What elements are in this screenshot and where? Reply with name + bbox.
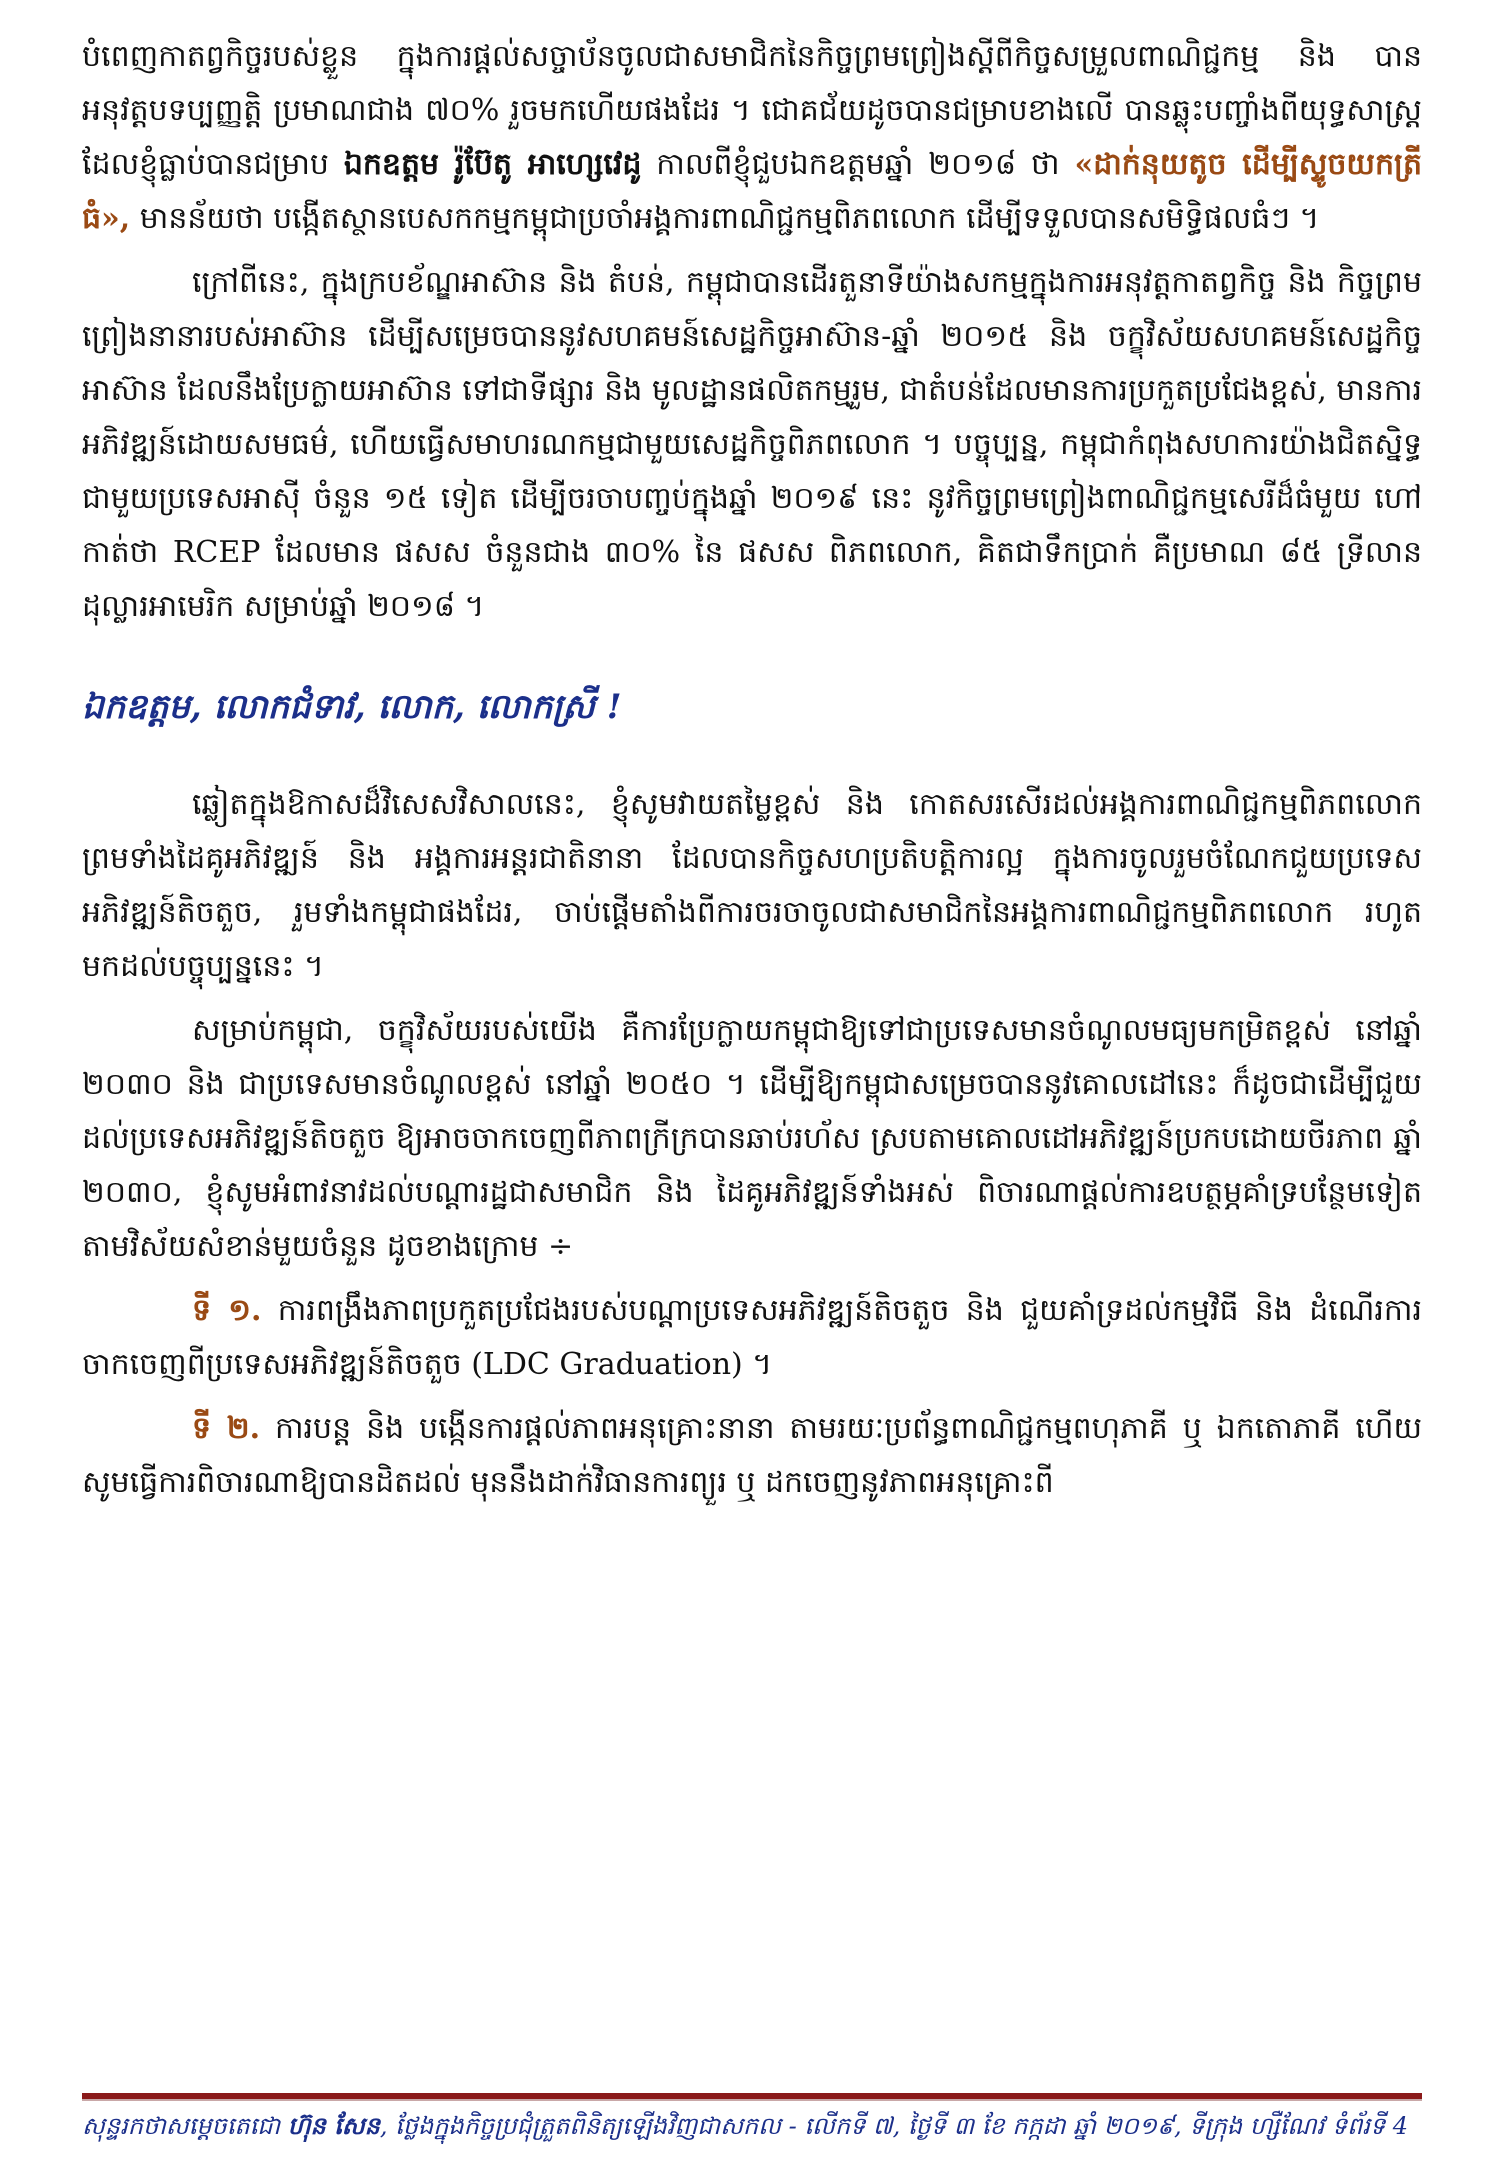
list-item-2-text: ការបន្ត និង បង្កើនការផ្តល់ភាពអនុគ្រោះនានា តាមរយៈប្រព័ន្ធពាណិជ្ជកម្មពហុភាគី ឬ ឯកតោភាគី ហើយសូមធ្វើការពិចារណាឱ្យបានដិតដល់ មុននឹងដាក់វិធានការព្យួរ ឬ ដកចេញនូវភាពអនុគ្រោះពី bbox=[82, 1411, 1423, 1500]
list-item-1 bbox=[82, 1284, 1422, 1392]
paragraph-1-text-a: បំពេញកាតព្វកិច្ចរបស់ខ្លួន ក្នុងការផ្តល់សច្ចាប័នចូលជាសមាជិកនៃកិច្ចព្រមព្រៀងស្តីពីកិច្ចសម្រួលពាណិជ្ជកម្ម និង បានអនុវត្តបទប្បញ្ញត្តិ ប្រមាណជាង ៧០% រួចមកហើយផងដែរ ។ ជោគជ័យដូចបានជម្រាបខាងលើ បានឆ្លុះបញ្ចាំងពីយុទ្ធសាស្ត្រដែលខ្ញុំធ្លាប់បានជម្រាប bbox=[82, 39, 1422, 182]
paragraph-1-text-c: មានន័យថា បង្កើតស្ថានបេសកកម្មកម្ពុជាប្រចាំអង្គការពាណិជ្ជកម្មពិភពលោក ដើម្បីទទួលបានសមិទ្ធិផលធំៗ ។ bbox=[130, 201, 1320, 236]
list-item-2-label: ទី ២. bbox=[192, 1411, 261, 1446]
paragraph-2: ក្រៅពីនេះ, ក្នុងក្របខ័ណ្ឌអាស៊ាន និង តំបន់, កម្ពុជាបានដើរតួនាទីយ៉ាងសកម្មក្នុងការអនុវត្តកាតព្វកិច្ច និង កិច្ចព្រមព្រៀងនានារបស់អាស៊ាន ដើម្បីសម្រេចបាននូវសហគមន៍សេដ្ឋកិច្ចអាស៊ាន-ឆ្នាំ ២០១៥ និង ចក្ខុវិស័យសហគមន៍សេដ្ឋកិច្ចអាស៊ាន ដែលនឹងប្រែក្លាយអាស៊ាន ទៅជាទីផ្សារ និង មូលដ្ឋានផលិតកម្មរួម, ជាតំបន់ដែលមានការប្រកួតប្រជែងខ្ពស់, មានការអភិវឌ្ឍន៍ដោយសមធម៌, ហើយធ្វើសមាហរណកម្មជាមួយសេដ្ឋកិច្ចពិភពលោក ។ បច្ចុប្បន្ន, កម្ពុជាកំពុងសហការយ៉ាងជិតស្និទ្ធជាមួយប្រទេសអាស៊ី ចំនួន ១៥ ទៀត ដើម្បីចរចាបញ្ចប់ក្នុងឆ្នាំ ២០១៩ នេះ នូវកិច្ចព្រមព្រៀងពាណិជ្ជកម្មសេរីដ៏ធំមួយ ហៅកាត់ថា RCEP ដែលមាន ផសស ចំនួនជាង ៣០% នៃ ផសស ពិភពលោក, គិតជាទឹកប្រាក់ គឺប្រមាណ ៨៥ ទ្រីលានដុល្លារអាមេរិក សម្រាប់ឆ្នាំ ២០១៨ ។ bbox=[82, 265, 1422, 624]
page-footer bbox=[82, 2108, 1422, 2144]
document-body bbox=[82, 30, 1422, 1520]
footer-text-pre: សុន្ទរកថាសម្តេចតេជោ bbox=[82, 2112, 288, 2140]
paragraph-3: ឆ្លៀតក្នុងឱកាសដ៏វិសេសវិសាលនេះ, ខ្ញុំសូមវាយតម្លៃខ្ពស់ និង កោតសរសើរដល់អង្គការពាណិជ្ជកម្មពិភពលោក ព្រមទាំងដៃគូអភិវឌ្ឍន៍ និង អង្គការអន្តរជាតិនានា ដែលបានកិច្ចសហប្រតិបត្តិការល្អ ក្នុងការចូលរួមចំណែកជួយប្រទេសអភិវឌ្ឍន៍តិចតួច, រួមទាំងកម្ពុជាផងដែរ, ចាប់ផ្តើមតាំងពីការចរចាចូលជាសមាជិកនៃអង្គការពាណិជ្ជកម្មពិភពលោក រហូតមកដល់បច្ចុប្បន្ននេះ ។ bbox=[82, 787, 1422, 984]
wto-director-name: ឯកឧត្តម រ៉ូប៊ែតូ អាហ្សេវេដូ bbox=[343, 147, 642, 182]
salutation-heading: ឯកឧត្តម, លោកជំទាវ, លោក, លោកស្រី ! bbox=[82, 687, 622, 727]
paragraph-1-text-b: កាលពីខ្ញុំជួបឯកឧត្តមឆ្នាំ ២០១៨ ថា bbox=[641, 147, 1075, 182]
proverb-quote: «ដាក់នុយតូច ដើម្បីស្ទូចយកត្រីធំ», bbox=[82, 147, 1423, 236]
list-item-2 bbox=[82, 1402, 1422, 1510]
list-item-1-text: ការពង្រឹងភាពប្រកួតប្រជែងរបស់បណ្តាប្រទេសអភិវឌ្ឍន៍តិចតួច និង ជួយគាំទ្រដល់កម្មវិធី និង ដំណើរការចាកចេញពីប្រទេសអភិវឌ្ឍន៍តិចតួច (LDC Graduation) ។ bbox=[82, 1293, 1422, 1382]
footer-text-post: , ថ្លែងក្នុងកិច្ចប្រជុំត្រួតពិនិត្យឡើងវិញជាសកល - លើកទី ៧, ថ្ងៃទី ៣ ខែ កក្កដា ឆ្នាំ ២០១៩, ទីក្រុង ហ្សឺណែវ ទំព័រទី 4 bbox=[379, 2112, 1409, 2140]
footer-speaker-name: ហ៊ុន សែន bbox=[287, 2111, 380, 2140]
paragraph-1 bbox=[82, 30, 1422, 246]
list-item-1-label: ទី ១. bbox=[192, 1293, 262, 1328]
paragraph-4: សម្រាប់កម្ពុជា, ចក្ខុវិស័យរបស់យើង គឺការប្រែក្លាយកម្ពុជាឱ្យទៅជាប្រទេសមានចំណូលមធ្យមកម្រិតខ្ពស់ នៅឆ្នាំ ២០៣០ និង ជាប្រទេសមានចំណូលខ្ពស់ នៅឆ្នាំ ២០៥០ ។ ដើម្បីឱ្យកម្ពុជាសម្រេចបាននូវគោលដៅនេះ ក៏ដូចជាដើម្បីជួយដល់ប្រទេសអភិវឌ្ឍន៍តិចតួច ឱ្យអាចចាកចេញពីភាពក្រីក្របានឆាប់រហ័ស ស្របតាមគោលដៅអភិវឌ្ឍន៍ប្រកបដោយចីរភាព ឆ្នាំ ២០៣០, ខ្ញុំសូមអំពាវនាវដល់បណ្តារដ្ឋជាសមាជិក និង ដៃគូអភិវឌ្ឍន៍ទាំងអស់ ពិចារណាផ្តល់ការឧបត្ថម្ភគាំទ្របន្ថែមទៀត តាមវិស័យសំខាន់មួយចំនួន ដូចខាងក្រោម ÷ bbox=[82, 1013, 1422, 1264]
footer-divider bbox=[82, 2093, 1422, 2101]
